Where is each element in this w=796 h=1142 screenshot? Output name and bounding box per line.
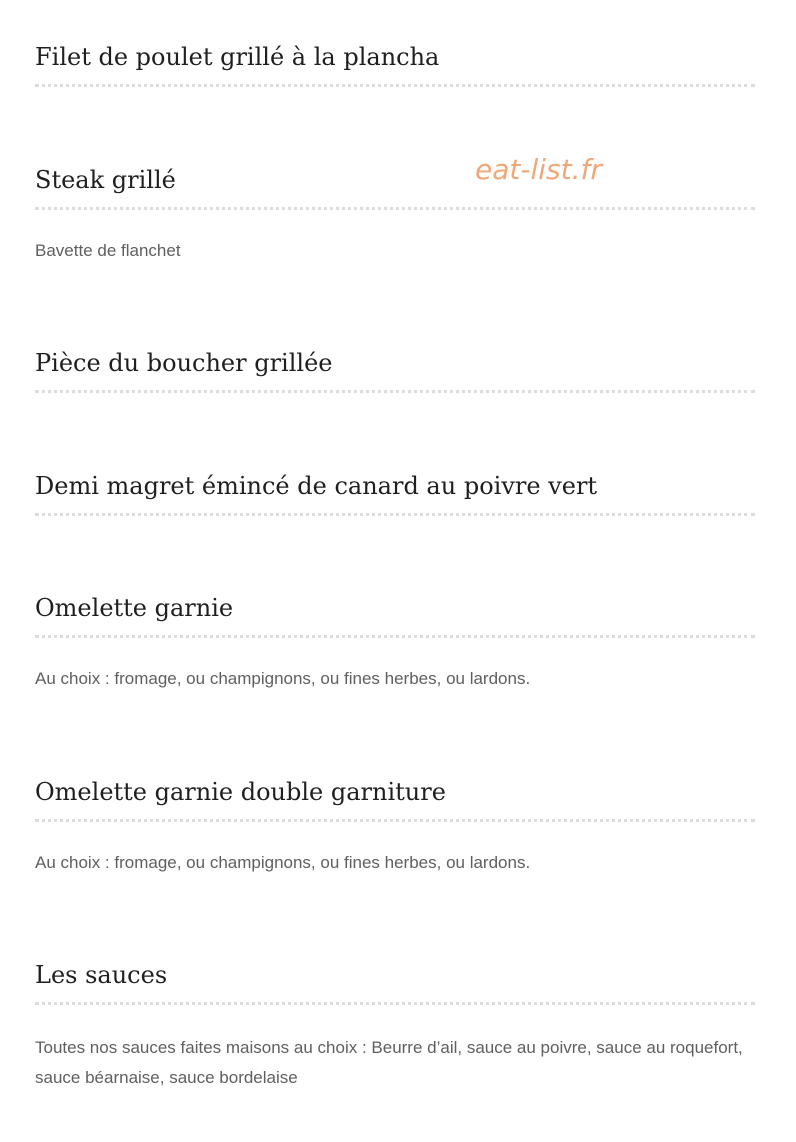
menu-item (35, 471, 755, 501)
menu-item-description: Toutes nos sauces faites maisons au choix : Beurre d’ail, sauce au poivre, sauce au roquefort, sauce béarnaise, sauce bordelaise (35, 1038, 743, 1087)
dotted-divider (35, 390, 755, 393)
dotted-divider (35, 635, 755, 638)
menu-item (35, 960, 755, 1087)
menu-item-title: Filet de poulet grillé à la plancha (35, 43, 440, 71)
menu-item-title: Omelette garnie (35, 594, 234, 622)
watermark: eat-list.fr (475, 153, 602, 186)
menu-item-title: Les sauces (35, 961, 168, 989)
menu-item (35, 593, 755, 688)
dotted-divider (35, 819, 755, 822)
menu-item-title: Omelette garnie double garniture (35, 778, 446, 806)
menu-item (35, 348, 755, 378)
dotted-divider (35, 84, 755, 87)
menu-item-description: Au choix : fromage, ou champignons, ou fines herbes, ou lardons. (35, 853, 531, 872)
dotted-divider (35, 207, 755, 210)
menu-item-title: Steak grillé (35, 166, 176, 194)
menu-item-title: Pièce du boucher grillée (35, 349, 333, 377)
dotted-divider (35, 513, 755, 516)
menu-item-description: Au choix : fromage, ou champignons, ou fines herbes, ou lardons. (35, 669, 531, 688)
menu-item-description: Bavette de flanchet (35, 241, 181, 260)
menu-item-title: Demi magret émincé de canard au poivre vert (35, 472, 598, 500)
menu-item (35, 777, 755, 872)
dotted-divider (35, 1002, 755, 1005)
menu-item (35, 42, 755, 72)
menu-item (35, 165, 755, 260)
